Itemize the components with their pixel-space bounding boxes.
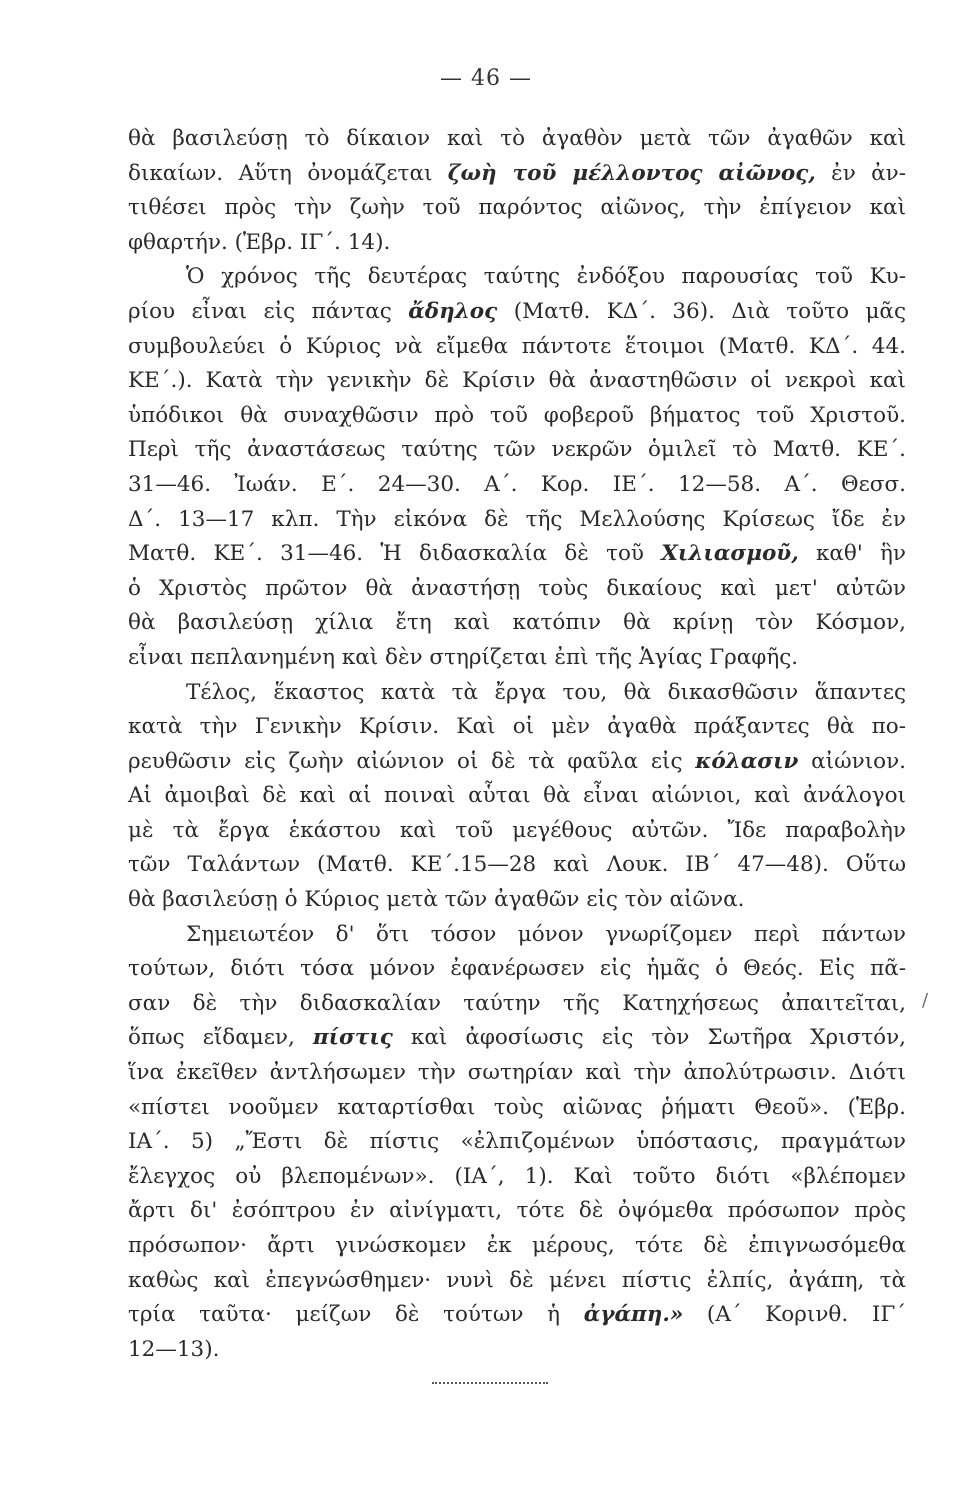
text-segment: καὶ ἀφοσίωσις εἰς τὸν Σωτῆρα Χριστόν, [392, 1025, 906, 1051]
text-line [128, 157, 906, 192]
text-line [128, 745, 906, 780]
text-line: «πίστει νοοῦμεν καταρτίσθαι τοὺς αἰῶνας ῥήματι Θεοῦ». (Ἑβρ. [128, 1094, 906, 1120]
text-line: ἵνα ἐκεῖθεν ἀντλήσωμεν τὴν σωτηρίαν καὶ τὴν ἀπολύτρωσιν. Διότι [128, 1060, 906, 1086]
text-line: τῶν Ταλάντων (Ματθ. ΚΕ΄.15—28 καὶ Λουκ. ΙΒ΄ 47—48). Οὕτω [128, 852, 906, 878]
text-line: 31—46. Ἰωάν. Ε΄. 24—30. Α΄. Κορ. ΙΕ΄. 12—58. Α΄. Θεσσ. [128, 471, 906, 497]
text-line: θὰ βασιλεύσῃ τὸ δίκαιον καὶ τὸ ἀγαθὸν μετὰ τῶν ἀγαθῶν καὶ [128, 126, 906, 151]
emphasized-term: πίστις [312, 1025, 393, 1051]
text-line: ΚΕ΄.). Κατὰ τὴν γενικὴν δὲ Κρίσιν θὰ ἀναστηθῶσιν οἱ νεκροὶ καὶ [128, 368, 906, 394]
text-line: κατὰ τὴν Γενικὴν Κρίσιν. Καὶ οἱ μὲν ἀγαθὰ πράξαντες θὰ πο- [128, 714, 906, 740]
text-segment: ὅπως εἴδαμεν, [128, 1025, 313, 1051]
text-segment: δικαίων. Αὕτη ὀνομάζεται [128, 160, 448, 186]
text-line: Δ΄. 13—17 κλπ. Τὴν εἰκόνα δὲ τῆς Μελλούσης Κρίσεως ἴδε ἐν [128, 506, 906, 532]
text-line [128, 1298, 906, 1333]
text-segment: τρία ταῦτα· μείζων δὲ τούτων ἡ [128, 1302, 584, 1328]
text-line: ὑπόδικοι θὰ συναχθῶσιν πρὸ τοῦ φοβεροῦ βήματος τοῦ Χριστοῦ. [128, 402, 906, 428]
text-segment: ρευθῶσιν εἰς ζωὴν αἰώνιον οἱ δὲ τὰ φαῦλα εἰς [128, 748, 696, 774]
text-segment: ἐν ἀν- [815, 160, 907, 186]
text-line: συμβουλεύει ὁ Κύριος νὰ εἴμεθα πάντοτε ἕτοιμοι (Ματθ. ΚΔ΄. 44. [128, 333, 906, 359]
text-line: Αἱ ἀμοιβαὶ δὲ καὶ αἱ ποιναὶ αὗται θὰ εἶναι αἰώνιοι, καὶ ἀνάλογοι [128, 783, 906, 809]
text-segment: αἰώνιον. [798, 748, 906, 774]
text-line [128, 1021, 906, 1056]
page-number: — 46 — [440, 66, 532, 91]
text-line: τούτων, διότι τόσα μόνον ἐφανέρωσεν εἰς ἡμᾶς ὁ Θεός. Εἰς πᾶ- [128, 956, 906, 982]
text-line: τιθέσει πρὸς τὴν ζωὴν τοῦ παρόντος αἰῶνος, τὴν ἐπίγειον καὶ [128, 195, 906, 221]
text-line: θὰ βασιλεύσῃ ὁ Κύριος μετὰ τῶν ἀγαθῶν εἰς τὸν αἰῶνα. [128, 887, 745, 913]
text-line: 12—13). [128, 1336, 220, 1362]
body-text [128, 122, 906, 1367]
text-line: ΙΑ΄. 5) „Ἔστι δὲ πίστις «ἐλπιζομένων ὑπόστασις, πραγμάτων [128, 1129, 906, 1155]
emphasized-term: κόλασιν [695, 748, 799, 774]
text-line: εἶναι πεπλανημένη καὶ δὲν στηρίζεται ἐπὶ τῆς Ἁγίας Γραφῆς. [128, 644, 799, 670]
text-segment: καθ' ἣν [798, 541, 907, 567]
emphasized-term: ἀγάπη.» [583, 1302, 684, 1328]
text-segment: (Ματθ. ΚΔ΄. 36). Διὰ τοῦτο μᾶς [497, 298, 906, 324]
text-line: ὁ Χριστὸς πρῶτον θὰ ἀναστήσῃ τοὺς δικαίους καὶ μετ' αὐτῶν [128, 575, 906, 601]
text-line: θὰ βασιλεύσῃ χίλια ἔτη καὶ κατόπιν θὰ κρίνῃ τὸν Κόσμον, [128, 610, 906, 636]
text-line: καθὼς καὶ ἐπεγνώσθημεν· νυνὶ δὲ μένει πίστις ἐλπίς, ἀγάπη, τὰ [128, 1267, 906, 1293]
text-segment: Ματθ. ΚΕ΄. 31—46. Ἡ διδασκαλία δὲ τοῦ [128, 541, 662, 567]
text-line [128, 295, 906, 330]
text-segment: (Α΄ Κορινθ. ΙΓ΄ [683, 1302, 906, 1328]
text-segment: ρίου εἶναι εἰς πάντας [128, 298, 409, 324]
margin-mark: / [922, 990, 929, 1011]
text-line: φθαρτήν. (Ἑβρ. ΙΓ΄. 14). [128, 229, 391, 255]
emphasized-term: ἄδηλος [408, 298, 498, 324]
text-line [128, 537, 906, 572]
text-line: Περὶ τῆς ἀναστάσεως ταύτης τῶν νεκρῶν ὁμιλεῖ τὸ Ματθ. ΚΕ΄. [128, 437, 906, 463]
text-line: ἔλεγχος οὐ βλεπομένων». (ΙΑ΄, 1). Καὶ τοῦτο διότι «βλέπομεν [128, 1163, 906, 1189]
text-line: Ὁ χρόνος τῆς δευτέρας ταύτης ἐνδόξου παρουσίας τοῦ Κυ- [186, 264, 906, 290]
text-line: Σημειωτέον δ' ὅτι τόσον μόνον γνωρίζομεν περὶ πάντων [186, 921, 906, 947]
emphasized-term: ζωὴ τοῦ μέλλοντος αἰῶνος, [447, 160, 816, 186]
text-line: πρόσωπον· ἄρτι γινώσκομεν ἐκ μέρους, τότε δὲ ἐπιγνωσόμεθα [128, 1233, 906, 1258]
text-line: σαν δὲ τὴν διδασκαλίαν ταύτην τῆς Κατηχήσεως ἀπαιτεῖται, [128, 990, 906, 1016]
text-line: ἄρτι δι' ἐσόπτρου ἐν αἰνίγματι, τότε δὲ ὀψόμεθα πρόσωπον πρὸς [128, 1198, 906, 1224]
emphasized-term: Χιλιασμοῦ, [661, 541, 799, 567]
text-line: Τέλος, ἕκαστος κατὰ τὰ ἔργα του, θὰ δικασθῶσιν ἅπαντες [186, 679, 906, 705]
text-line: μὲ τὰ ἔργα ἑκάστου καὶ τοῦ μεγέθους αὐτῶν. Ἴδε παραβολὴν [128, 817, 906, 843]
section-end-rule [432, 1382, 548, 1384]
